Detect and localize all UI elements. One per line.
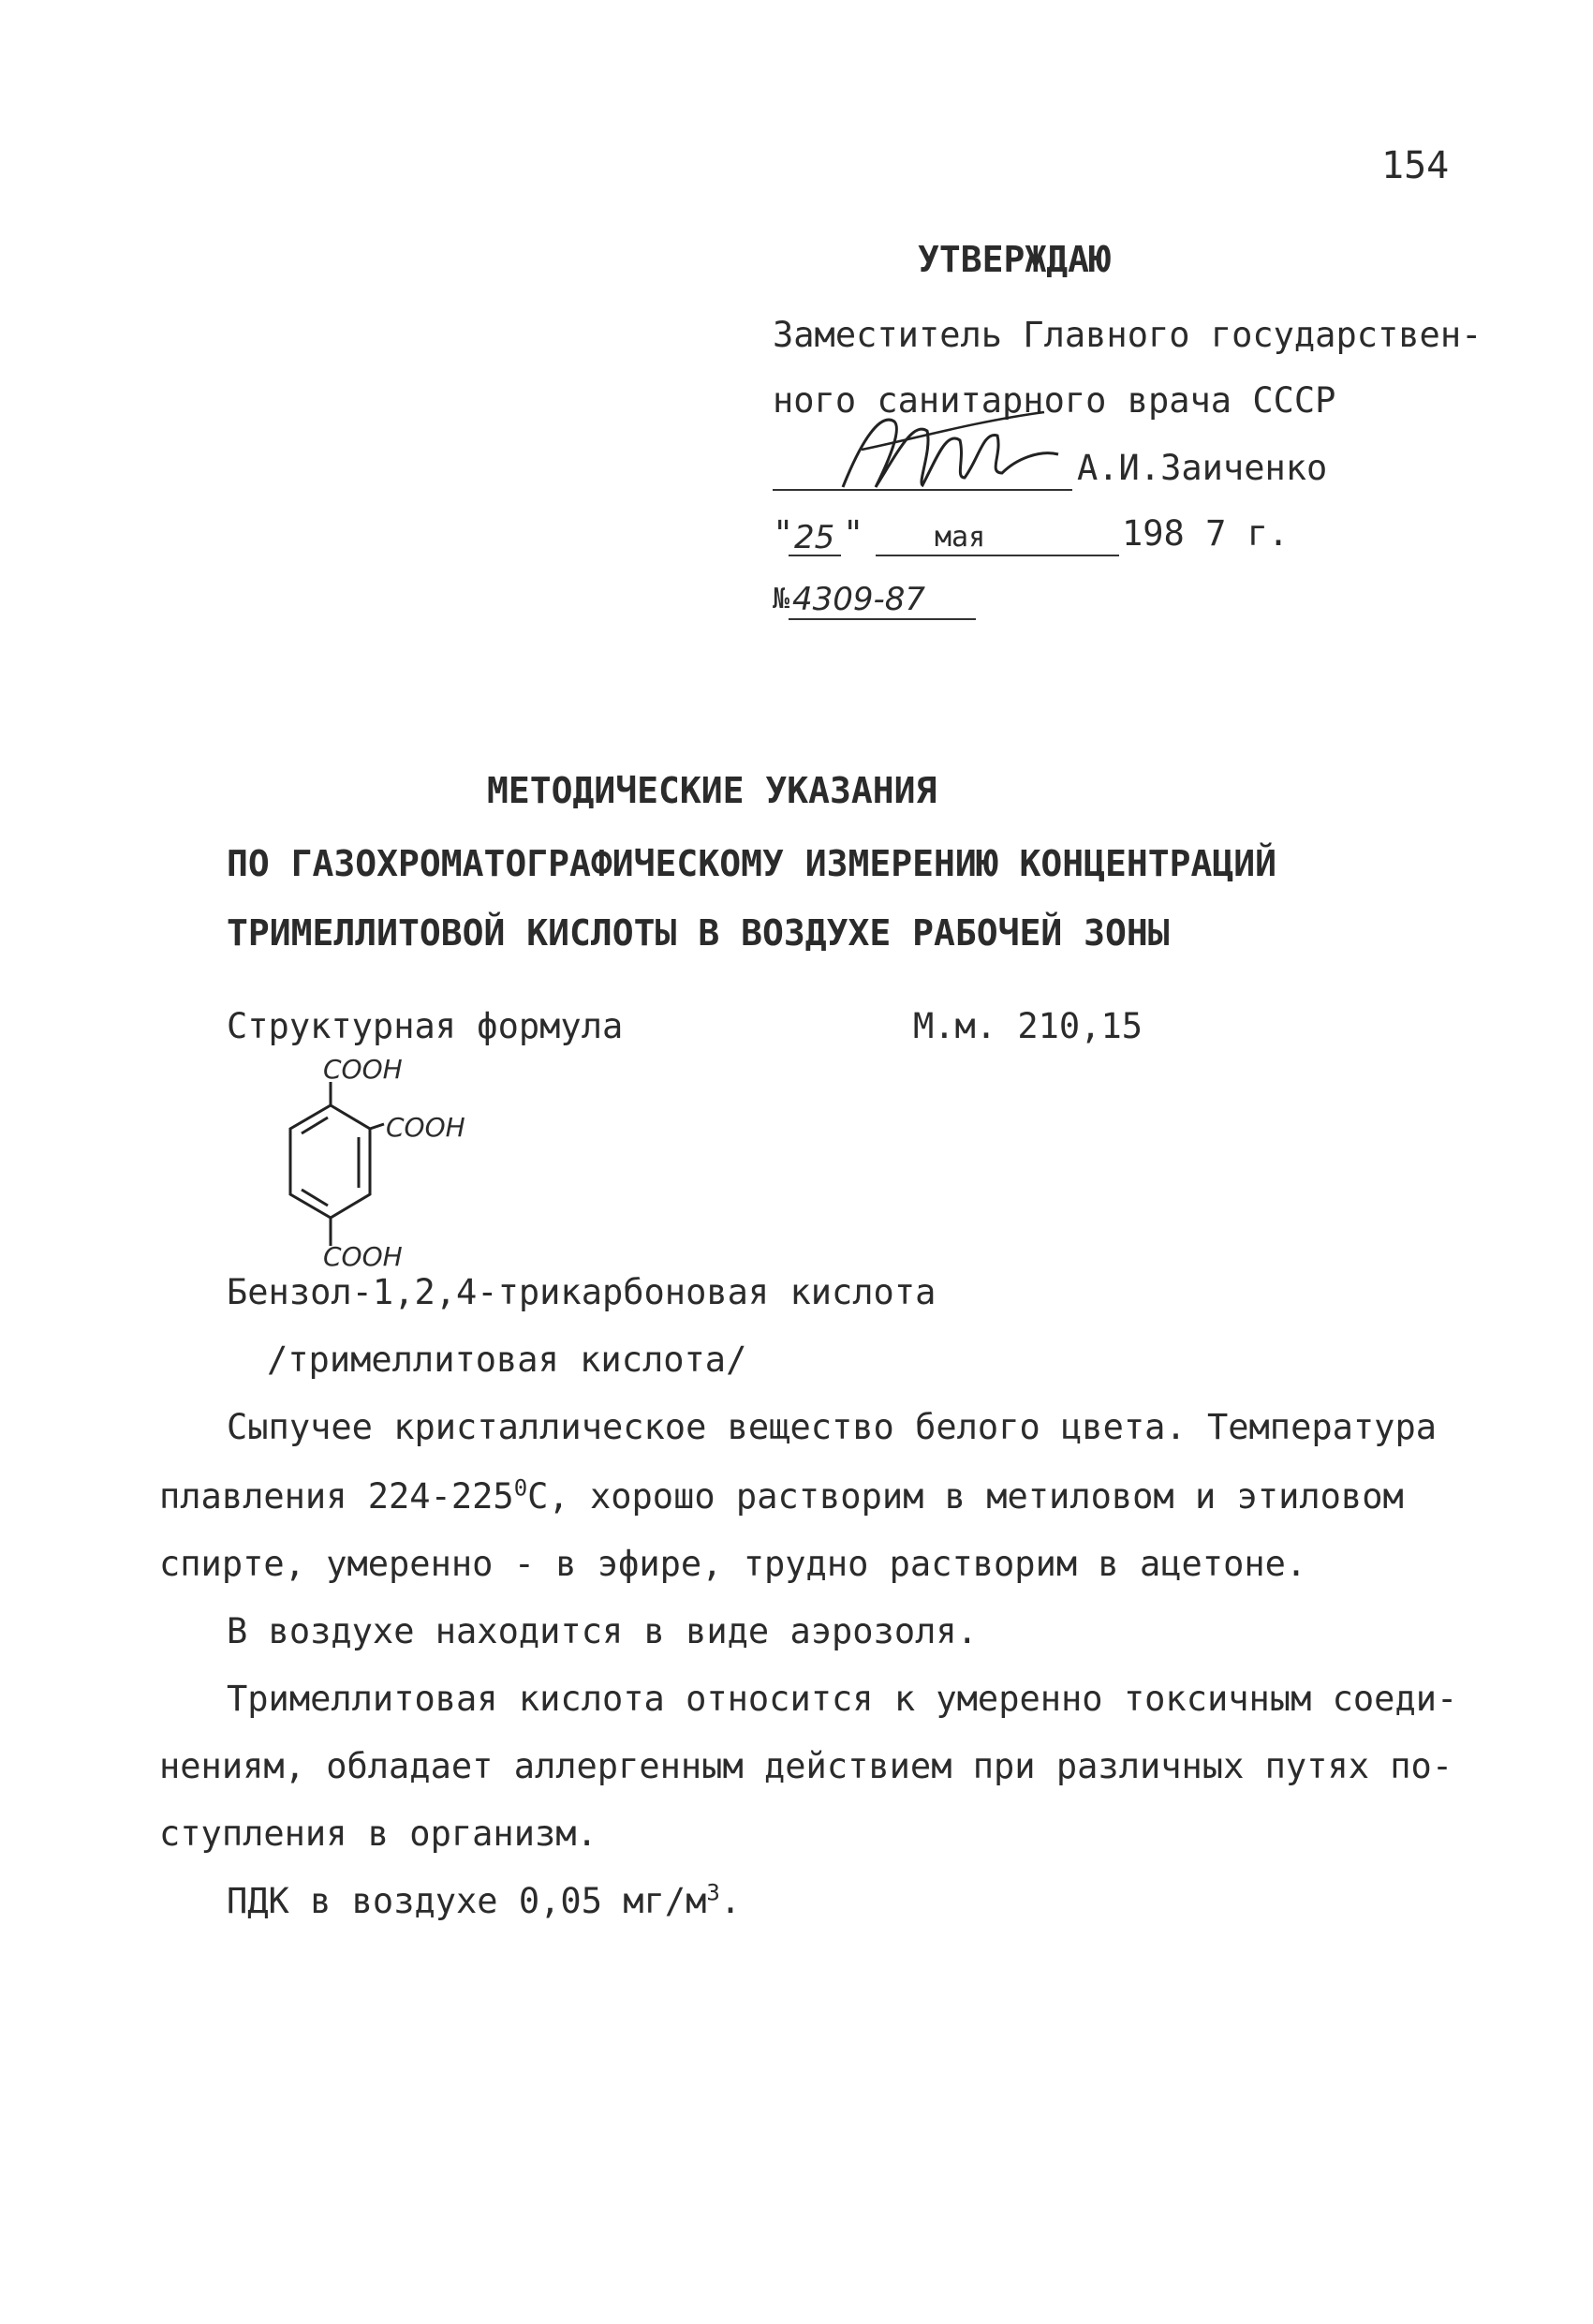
paragraph4 <box>227 1881 741 1922</box>
cooh-bottom: COOH <box>323 1241 403 1272</box>
cubic-superscript: 3 <box>706 1879 720 1906</box>
mac-period: . <box>719 1881 742 1921</box>
date-close-quote: " <box>843 513 864 554</box>
approval-heading: УТВЕРЖДАЮ <box>918 239 1111 280</box>
date-year: 198 7 г. <box>1122 513 1290 554</box>
date-month: мая <box>935 521 986 554</box>
cooh-right: COOH <box>386 1112 465 1143</box>
melting-point-text: плавления 224-225 <box>159 1476 514 1517</box>
structure-label: Структурная формула <box>227 1006 624 1046</box>
date-day: 25 <box>794 519 835 556</box>
date-month-underline <box>876 555 1119 556</box>
paragraph1-line2 <box>159 1476 1404 1517</box>
degree-sign: 0 <box>513 1474 528 1502</box>
molar-mass: М.м. 210,15 <box>913 1006 1143 1046</box>
compound-synonym: /тримеллитовая кислота/ <box>267 1340 747 1380</box>
signature <box>824 384 1068 506</box>
compound-name: Бензол-1,2,4-трикарбоновая кислота <box>227 1272 937 1312</box>
paragraph3-line1: Тримеллитовая кислота относится к умеренно токсичным соеди- <box>227 1679 1458 1719</box>
signatory-name: А.И.Заиченко <box>1077 448 1328 488</box>
mac-text: ПДК в воздухе 0,05 мг/м <box>227 1881 707 1921</box>
number-underline <box>789 618 976 620</box>
cooh-top: COOH <box>323 1054 403 1085</box>
signature-line <box>773 489 1072 491</box>
document-title-line2: ПО ГАЗОХРОМАТОГРАФИЧЕСКОМУ ИЗМЕРЕНИЮ КОНЦЕНТРАЦИЙ <box>227 843 1277 884</box>
paragraph3-line2: нениям, обладает аллергенным действием при различных путях по- <box>159 1746 1453 1786</box>
paragraph1-line1: Сыпучее кристаллическое вещество белого цвета. Температура <box>227 1407 1438 1447</box>
date-open-quote: " <box>773 513 794 554</box>
paragraph2: В воздухе находится в виде аэрозоля. <box>227 1611 978 1651</box>
document-title-line3: ТРИМЕЛЛИТОВОЙ КИСЛОТЫ В ВОЗДУХЕ РАБОЧЕЙ ЗОНЫ <box>227 912 1170 954</box>
paragraph1-line3: спирте, умеренно - в эфире, трудно растворим в ацетоне. <box>159 1544 1307 1584</box>
document-title-line1: МЕТОДИЧЕСКИЕ УКАЗАНИЯ <box>487 770 937 811</box>
paragraph3-line3: ступления в организм. <box>159 1813 597 1854</box>
page-number: 154 <box>1381 144 1450 187</box>
number-prefix: № <box>773 583 790 615</box>
solubility-text: С, хорошо растворим в метиловом и этиловом <box>527 1476 1404 1517</box>
approval-title-line1: Заместитель Главного государствен- <box>773 315 1482 355</box>
approval-title-line2: ного санитарного врача СССР <box>773 380 1336 421</box>
registration-number: 4309-87 <box>792 581 926 618</box>
date-day-underline <box>789 555 841 556</box>
